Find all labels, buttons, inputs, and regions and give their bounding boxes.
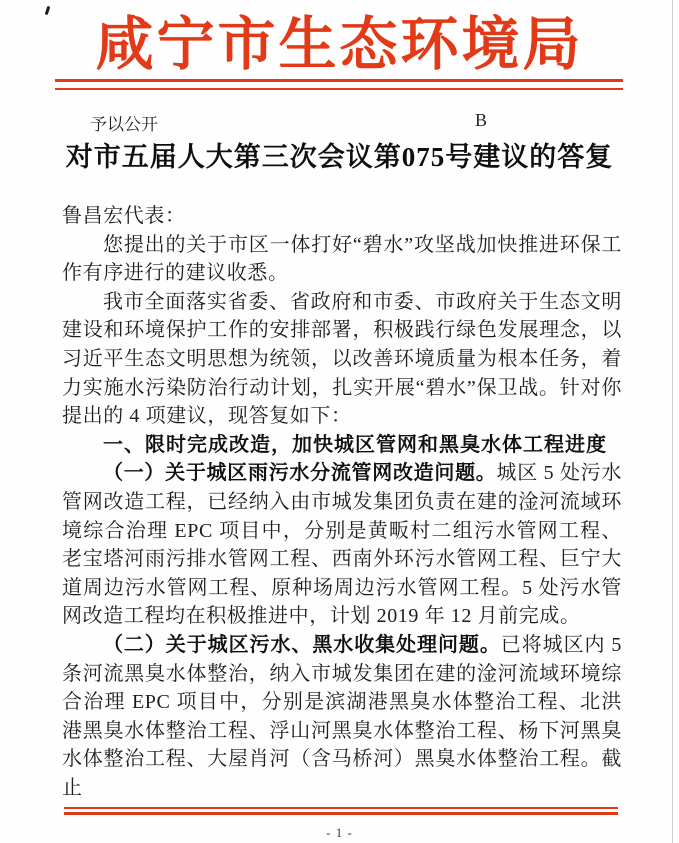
- subsection-lead: （一）关于城区雨污水分流管网改造问题。: [103, 462, 497, 485]
- body-paragraph: （二）关于城区污水、黑水收集处理问题。已将城区内 5 条河流黑臭水体整治，纳入市城发集团在建的淦河流域环境综合治理 EPC 项目中，分别是滨湖港黑臭水体整治工程、北洪港黑臭水体整治工程、浮山河黑臭水体整治工程、杨下河黑臭水体整治工程、大屋肖河（含马桥河）黑臭水体整治工程。截止: [62, 633, 622, 799]
- subsection-lead: （二）关于城区污水、黑水收集处理问题。: [103, 633, 501, 656]
- section-heading: 一、限时完成改造，加快城区管网和黑臭水体工程进度: [103, 433, 607, 456]
- page-number: - 1 -: [326, 825, 353, 840]
- agency-masthead-title: 咸宁市生态环境局: [95, 12, 584, 77]
- header-double-rule: [55, 79, 623, 90]
- document-title: 对市五届人大第三次会议第075号建议的答复: [65, 142, 614, 172]
- body-paragraph: 我市全面落实省委、省政府和市委、市政府关于生态文明建设和环境保护工作的安排部署，积极践行绿色发展理念，以习近平生态文明思想为统领，以改善环境质量为根本任务，着力实施水污染防治行动计划，扎实开展“碧水”保卫战。针对你提出的 4 项建议，现答复如下：: [62, 290, 622, 428]
- body-paragraph: 您提出的关于市区一体打好“碧水”攻坚战加快推进环保工作有序进行的建议收悉。: [62, 233, 622, 285]
- disclosure-label: 予以公开: [90, 115, 158, 134]
- document-body: [62, 202, 622, 802]
- body-paragraph: 鲁昌宏代表：: [62, 205, 186, 227]
- doc-class-label: B: [475, 110, 488, 130]
- meta-row: [57, 110, 623, 134]
- scan-edge-line: [672, 0, 673, 843]
- footer-rule-thick: [64, 812, 618, 815]
- body-paragraph: （一）关于城区雨污水分流管网改造问题。城区 5 处污水管网改造工程，已经纳入由市城发集团负责在建的淦河流域环境综合治理 EPC 项目中，分别是黄畈村二组污水管网工程、老宝塔河雨污排水管网工程、西南外环污水管网工程、巨宁大道周边污水管网工程、原种场周边污水管网工程。5 处污水管网改造工程均在积极推进中，计划 2019 年 12 月前完成。: [62, 462, 622, 628]
- footer-double-rule: [64, 807, 618, 815]
- header-rule-thin: [55, 88, 623, 90]
